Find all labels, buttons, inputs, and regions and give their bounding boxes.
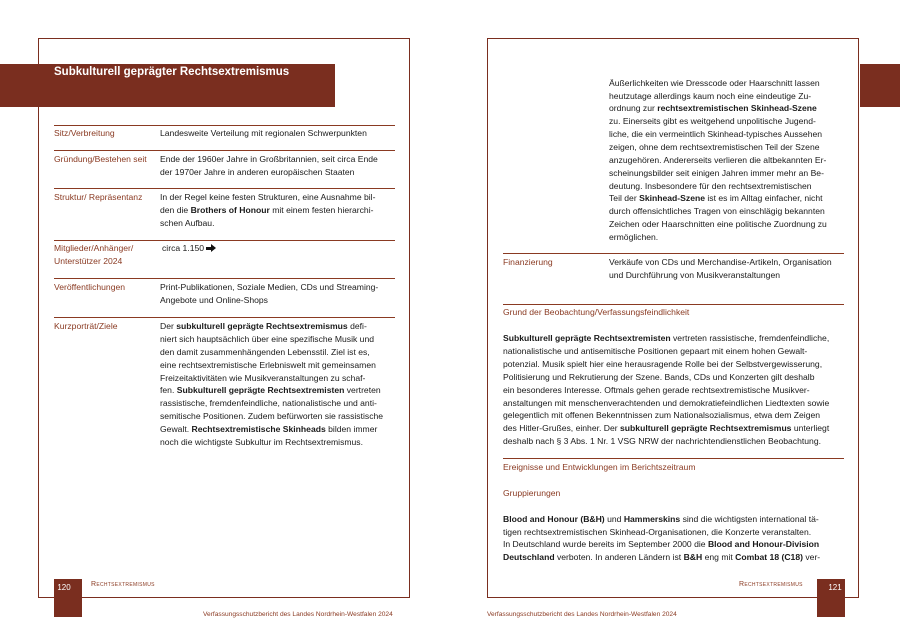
row-value-struktur-3: schen Aufbau. [160, 218, 215, 228]
row-value-gruendung-2: der 1970er Jahre in anderen europäischen Staaten [160, 167, 355, 177]
row-value-struktur-2: den die Brothers of Honour mit einem festen hierarchi- [160, 205, 374, 215]
cont-line: scheinungsbilder seit einigen Jahren immer mehr an Be- [609, 168, 824, 178]
groups-line: Blood and Honour (B&H) und Hammerskins sind die wichtigsten international tä- [503, 514, 819, 524]
row-value-veroeffentlichungen-1: Print-Publikationen, Soziale Medien, CDs und Streaming- [160, 282, 379, 292]
rule [503, 304, 844, 305]
rule [54, 188, 395, 189]
rule [503, 458, 844, 459]
running-header-right: Rechtsextremismus [739, 581, 803, 588]
cont-line: ordnung zur rechtsextremistischen Skinhead-Szene [609, 103, 817, 113]
footer-right: Verfassungsschutzbericht des Landes Nordrhein-Westfalen 2024 [487, 611, 677, 618]
portrait-line: eine rechtsextremistische Erlebniswelt mit gemeinsamen [160, 360, 376, 370]
rule [503, 253, 844, 254]
cont-line: Äußerlichkeiten wie Dresscode oder Haarschnitt lassen [609, 78, 820, 88]
row-value-veroeffentlichungen-2: Angebote und Online-Shops [160, 295, 268, 305]
rule [54, 125, 395, 126]
cont-line: anzugehören. Andererseits verlieren die altbekannten Er- [609, 155, 827, 165]
row-value-struktur-1: In der Regel keine festen Strukturen, eine Ausnahme bil- [160, 192, 376, 202]
groups-line: In Deutschland wurde bereits im September 2000 die Blood and Honour-Division [503, 539, 820, 549]
running-header-left: Rechtsextremismus [91, 581, 155, 588]
cont-line: Zeichen oder Haarschnitten eine politische Zuordnung zu [609, 219, 827, 229]
finance-label: Finanzierung [503, 257, 553, 267]
row-label-sitz: Sitz/Verbreitung [54, 128, 115, 138]
rule [54, 150, 395, 151]
row-label-kurzportraet: Kurzporträt/Ziele [54, 321, 118, 331]
row-label-mitglieder-1: Mitglieder/Anhänger/ [54, 243, 134, 253]
section-title: Subkulturell geprägter Rechtsextremismus [54, 66, 290, 78]
footer-left: Verfassungsschutzbericht des Landes Nordrhein-Westfalen 2024 [203, 611, 393, 618]
portrait-line: niert sich hauptsächlich über eine spezifische Musik und [160, 334, 375, 344]
portrait-line: Gewalt. Rechtsextremistische Skinheads bilden immer [160, 424, 378, 434]
rule [54, 278, 395, 279]
portrait-line: rassistische, fremdenfeindliche, nationalistische und anti- [160, 398, 377, 408]
grund-line: ein besonderes Interesse. Oftmals gehen gerade rechtsextremistische Musikver- [503, 385, 810, 395]
row-value-gruendung-1: Ende der 1960er Jahre in Großbritannien, seit circa Ende [160, 154, 378, 164]
grund-line: Politisierung und Rekrutierung der Szene. Bands, CDs und Konzerten gilt deshalb [503, 372, 815, 382]
portrait-line: den damit zusammenhängenden Lebensstil. Ziel ist es, [160, 347, 370, 357]
groups-line: Deutschland verboten. In anderen Ländern ist B&H eng mit Combat 18 (C18) ver- [503, 552, 821, 562]
rule [54, 317, 395, 318]
row-label-mitglieder-2: Unterstützer 2024 [54, 256, 123, 266]
grund-line: des Hitler-Grußes, einher. Der subkulturell geprägte Rechtsextremismus unterliegt [503, 423, 830, 433]
grund-line: Subkulturell geprägte Rechtsextremisten vertreten rassistische, fremdenfeindliche, [503, 333, 830, 343]
portrait-line: noch die wichtigste Subkultur im Rechtsextremismus. [160, 437, 363, 447]
portrait-line: Freizeitaktivitäten wie Musikveranstaltungen zu schaf- [160, 373, 366, 383]
portrait-line: semitische Positionen. Zudem befürworten sie rassistische [160, 411, 384, 421]
row-label-struktur: Struktur/ Repräsentanz [54, 192, 143, 202]
cont-line: zeigen, ohne dem rechtsextremistischen Teil der Szene [609, 142, 820, 152]
cont-line: ermöglichen. [609, 232, 659, 242]
row-value-mitglieder: circa 1.150 [162, 242, 216, 255]
row-label-veroeffentlichungen: Veröffentlichungen [54, 282, 126, 292]
row-label-gruendung: Gründung/Bestehen seit [54, 154, 147, 164]
groups-heading: Gruppierungen [503, 488, 561, 498]
portrait-line: fen. Subkulturell geprägte Rechtsextremisten vertreten [160, 385, 381, 395]
page-number-right: 121 [828, 583, 842, 592]
finance-value-1: Verkäufe von CDs und Merchandise-Artikeln, Organisation [609, 257, 832, 267]
finance-value-2: und Durchführung von Musikveranstaltungen [609, 270, 781, 280]
arrow-right-icon [206, 244, 216, 252]
rule [54, 240, 395, 241]
cont-line: deutung. Insbesondere für den rechtsextremistischen [609, 181, 812, 191]
grund-line: deshalb nach § 3 Abs. 1 Nr. 1 VSG NRW der nachrichtendienstlichen Beobachtung. [503, 436, 822, 446]
page-number-left: 120 [57, 583, 71, 592]
cont-line: zu. Einerseits gibt es weitgehend unpolitische Jugend- [609, 116, 816, 126]
grund-line: nationalistische und antisemitische Positionen gepaart mit einem hohen Gewalt- [503, 346, 808, 356]
grund-heading: Grund der Beobachtung/Verfassungsfeindlichkeit [503, 307, 690, 317]
cont-line: heutzutage allerdings kaum noch eine eindeutige Zu- [609, 91, 812, 101]
groups-line: tigen rechtsextremistischen Skinhead-Organisationen, die Konzerte veranstalten. [503, 527, 812, 537]
cont-line: Teil der Skinhead-Szene ist es im Alltag einfacher, nicht [609, 193, 823, 203]
grund-line: anstaltungen mit menschenverachtenden und demokratiefeindlichen Liedtexten sowie [503, 398, 830, 408]
cont-line: liche, die ein vermeintlich Skinhead-typisches Aussehen [609, 129, 823, 139]
right-edge-band [860, 64, 900, 107]
row-value-sitz: Landesweite Verteilung mit regionalen Schwerpunkten [160, 128, 367, 138]
grund-line: potenzial. Musik spielt hier eine herausragende Rolle bei der Selbstvergewisserung, [503, 359, 823, 369]
left-page [38, 38, 410, 598]
events-heading: Ereignisse und Entwicklungen im Berichtszeitraum [503, 462, 696, 472]
portrait-line: Der subkulturell geprägte Rechtsextremismus defi- [160, 321, 367, 331]
grund-line: gelegentlich mit offenen Bekenntnissen zum Nationalsozialismus, etwa dem Zeigen [503, 410, 821, 420]
cont-line: durch offensichtliches Tragen von einschlägig bekannten [609, 206, 825, 216]
